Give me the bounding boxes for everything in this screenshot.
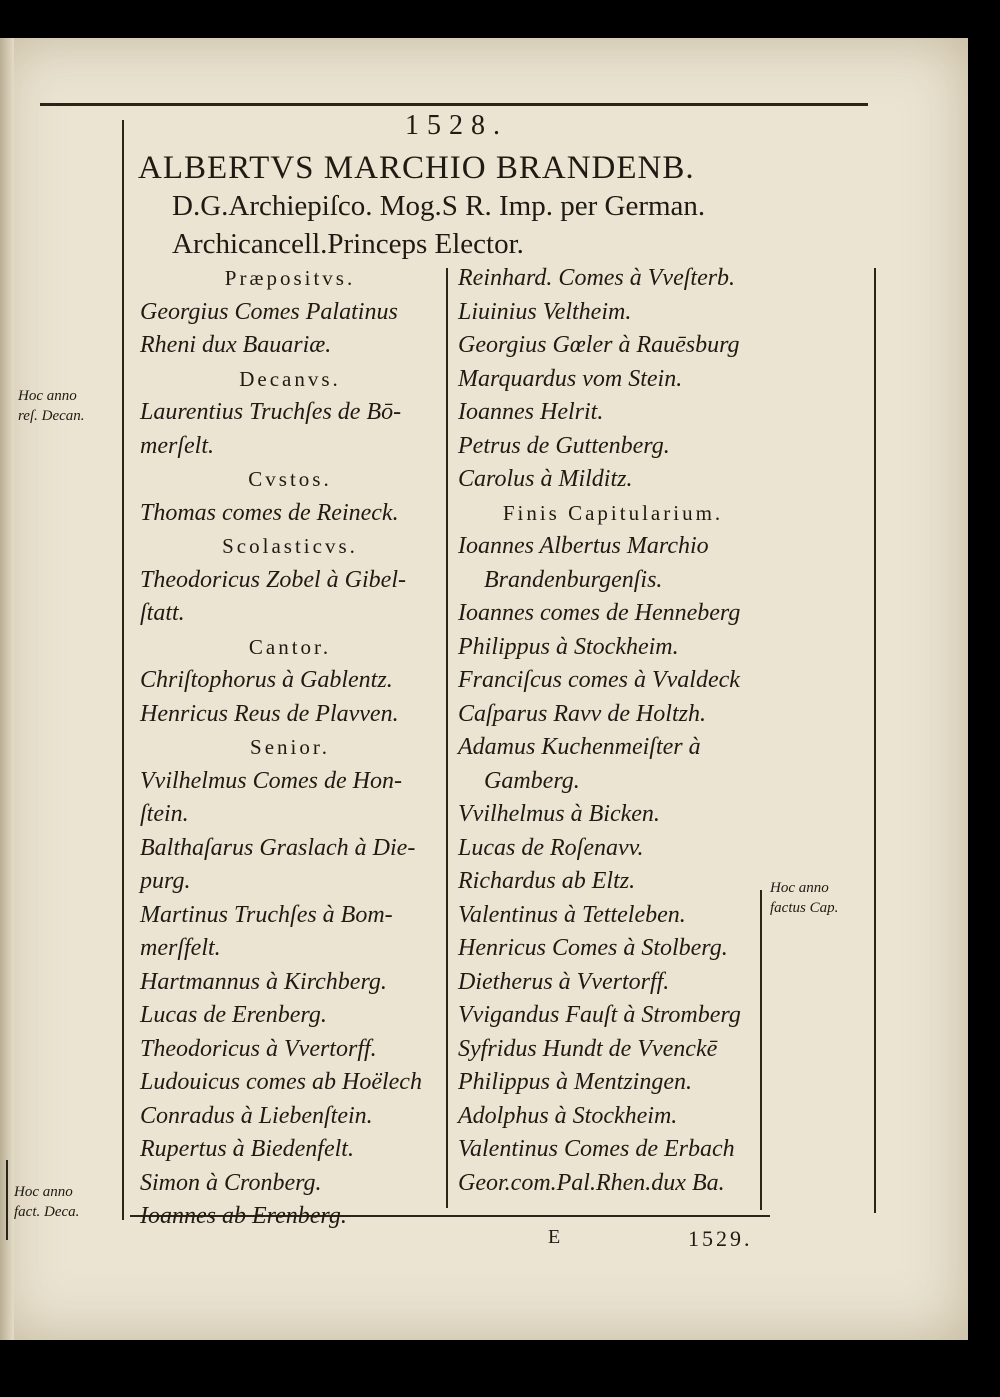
name-entry: Thomas comes de Reineck. — [140, 499, 399, 526]
top-rule — [40, 103, 868, 106]
name-entry: Reinhard. Comes à Vveſterb. — [458, 265, 736, 291]
name-entry: Ioannes Helrit. — [458, 399, 604, 425]
left-column-list — [128, 262, 440, 1234]
column-divider — [446, 268, 448, 1208]
margin-note-line: Hoc anno — [18, 388, 77, 404]
name-entry: Valentinus Comes de Erbach — [458, 1136, 735, 1162]
name-entry: Simon à Cronberg. — [140, 1169, 322, 1196]
name-entry: Vvigandus Fauſt à Stromberg — [458, 1002, 741, 1028]
name-entry: Adamus Kuchenmeiſter à — [458, 734, 701, 760]
name-entry: Marquardus vom Stein. — [458, 365, 683, 392]
name-entry: Conradus à Liebenſtein. — [140, 1102, 373, 1129]
name-entry: Ioannes Albertus Marchio — [458, 533, 709, 559]
name-entry: merſelt. — [140, 432, 214, 459]
margin-note-line: Hoc anno — [770, 880, 829, 896]
margin-note-left-1 — [18, 386, 85, 426]
name-entry: ſtatt. — [140, 600, 185, 626]
right-column-list — [458, 262, 768, 1200]
name-entry: Theodoricus Zobel à Gibel- — [140, 566, 406, 593]
name-entry: purg. — [140, 868, 191, 894]
name-entry: Theodoricus à Vvertorff. — [140, 1035, 377, 1062]
name-entry: Liuinius Veltheim. — [458, 298, 632, 325]
name-entry: Henricus Comes à Stolberg. — [458, 935, 728, 961]
name-entry: Georgius Gœler à Rauēsburg — [458, 332, 740, 358]
name-entry: Laurentius Truchſes de Bō- — [140, 399, 402, 425]
section-heading: Cantor. — [248, 634, 332, 659]
name-entry: Balthaſarus Graslach à Die- — [140, 834, 416, 861]
name-entry: Lucas de Erenberg. — [140, 1002, 327, 1028]
name-entry: Valentinus à Tetteleben. — [458, 901, 686, 928]
name-entry: Hartmannus à Kirchberg. — [140, 968, 387, 995]
name-entry: Syfridus Hundt de Vvenckē — [458, 1035, 718, 1062]
name-entry: ſtein. — [140, 801, 189, 827]
name-entry: Rupertus à Biedenfelt. — [140, 1136, 354, 1162]
name-entry: merſfelt. — [140, 935, 221, 961]
frame-left-line — [122, 120, 124, 1220]
title-line-2: D.G.Archiepiſco. Mog.S R. Imp. per German. — [172, 190, 706, 222]
name-entry: Franciſcus comes à Vvaldeck — [458, 667, 740, 693]
name-entry: Caſparus Ravv de Holtzh. — [458, 700, 706, 727]
name-entry: Philippus à Mentzingen. — [458, 1069, 692, 1095]
section-heading: Scolasticvs. — [222, 534, 358, 558]
section-heading: Decanvs. — [239, 366, 341, 391]
name-entry: Ioannes comes de Henneberg — [458, 600, 741, 626]
name-entry: Adolphus à Stockheim. — [458, 1102, 678, 1129]
margin-note-line: reſ. Decan. — [18, 408, 85, 424]
page-gutter-edge — [0, 38, 14, 1340]
name-entry: Vvilhelmus à Bicken. — [458, 801, 660, 827]
left-outer-line — [6, 1160, 8, 1240]
name-entry: Petrus de Guttenberg. — [458, 432, 670, 459]
section-heading: Finis Capitularium. — [502, 500, 724, 525]
margin-note-line: Hoc anno — [14, 1184, 73, 1200]
name-entry: Lucas de Roſenavv. — [458, 834, 644, 861]
name-entry: Richardus ab Eltz. — [458, 868, 636, 894]
name-entry: Rheni dux Bauariæ. — [140, 332, 332, 358]
margin-note-line: fact. Deca. — [14, 1204, 80, 1220]
name-entry: Chriſtophorus à Gablentz. — [140, 667, 393, 693]
name-entry: Brandenburgenſis. — [484, 566, 663, 593]
catchword-year: 1529. — [688, 1226, 753, 1251]
section-heading: Præpositvs. — [224, 266, 356, 290]
name-entry: Gamberg. — [484, 767, 580, 794]
running-year: 1528. — [405, 110, 508, 141]
section-heading: Senior. — [250, 735, 330, 759]
signature-mark: E — [548, 1226, 561, 1248]
name-entry: Geor.com.Pal.Rhen.dux Ba. — [458, 1169, 725, 1196]
name-entry: Ludouicus comes ab Hoëlech — [140, 1069, 422, 1095]
name-entry: Henricus Reus de Plavven. — [140, 700, 399, 727]
margin-note-line: factus Cap. — [770, 900, 839, 916]
section-heading: Cvstos. — [248, 467, 332, 491]
right-margin-line — [874, 268, 876, 1213]
name-entry: Carolus à Milditz. — [458, 466, 633, 492]
name-entry: Dietherus à Vvertorff. — [458, 968, 670, 995]
name-entry: Martinus Truchſes à Bom- — [140, 901, 393, 928]
name-entry: Vvilhelmus Comes de Hon- — [140, 767, 402, 794]
name-entry: Philippus à Stockheim. — [458, 633, 679, 660]
name-entry: Georgius Comes Palatinus — [140, 298, 398, 325]
title-line-1: ALBERTVS MARCHIO BRANDENB. — [138, 150, 695, 186]
margin-note-left-2 — [14, 1182, 79, 1222]
margin-note-right — [770, 878, 838, 918]
title-line-3: Archicancell.Princeps Elector. — [172, 228, 524, 260]
name-entry: Ioannes ab Erenberg. — [140, 1203, 347, 1229]
